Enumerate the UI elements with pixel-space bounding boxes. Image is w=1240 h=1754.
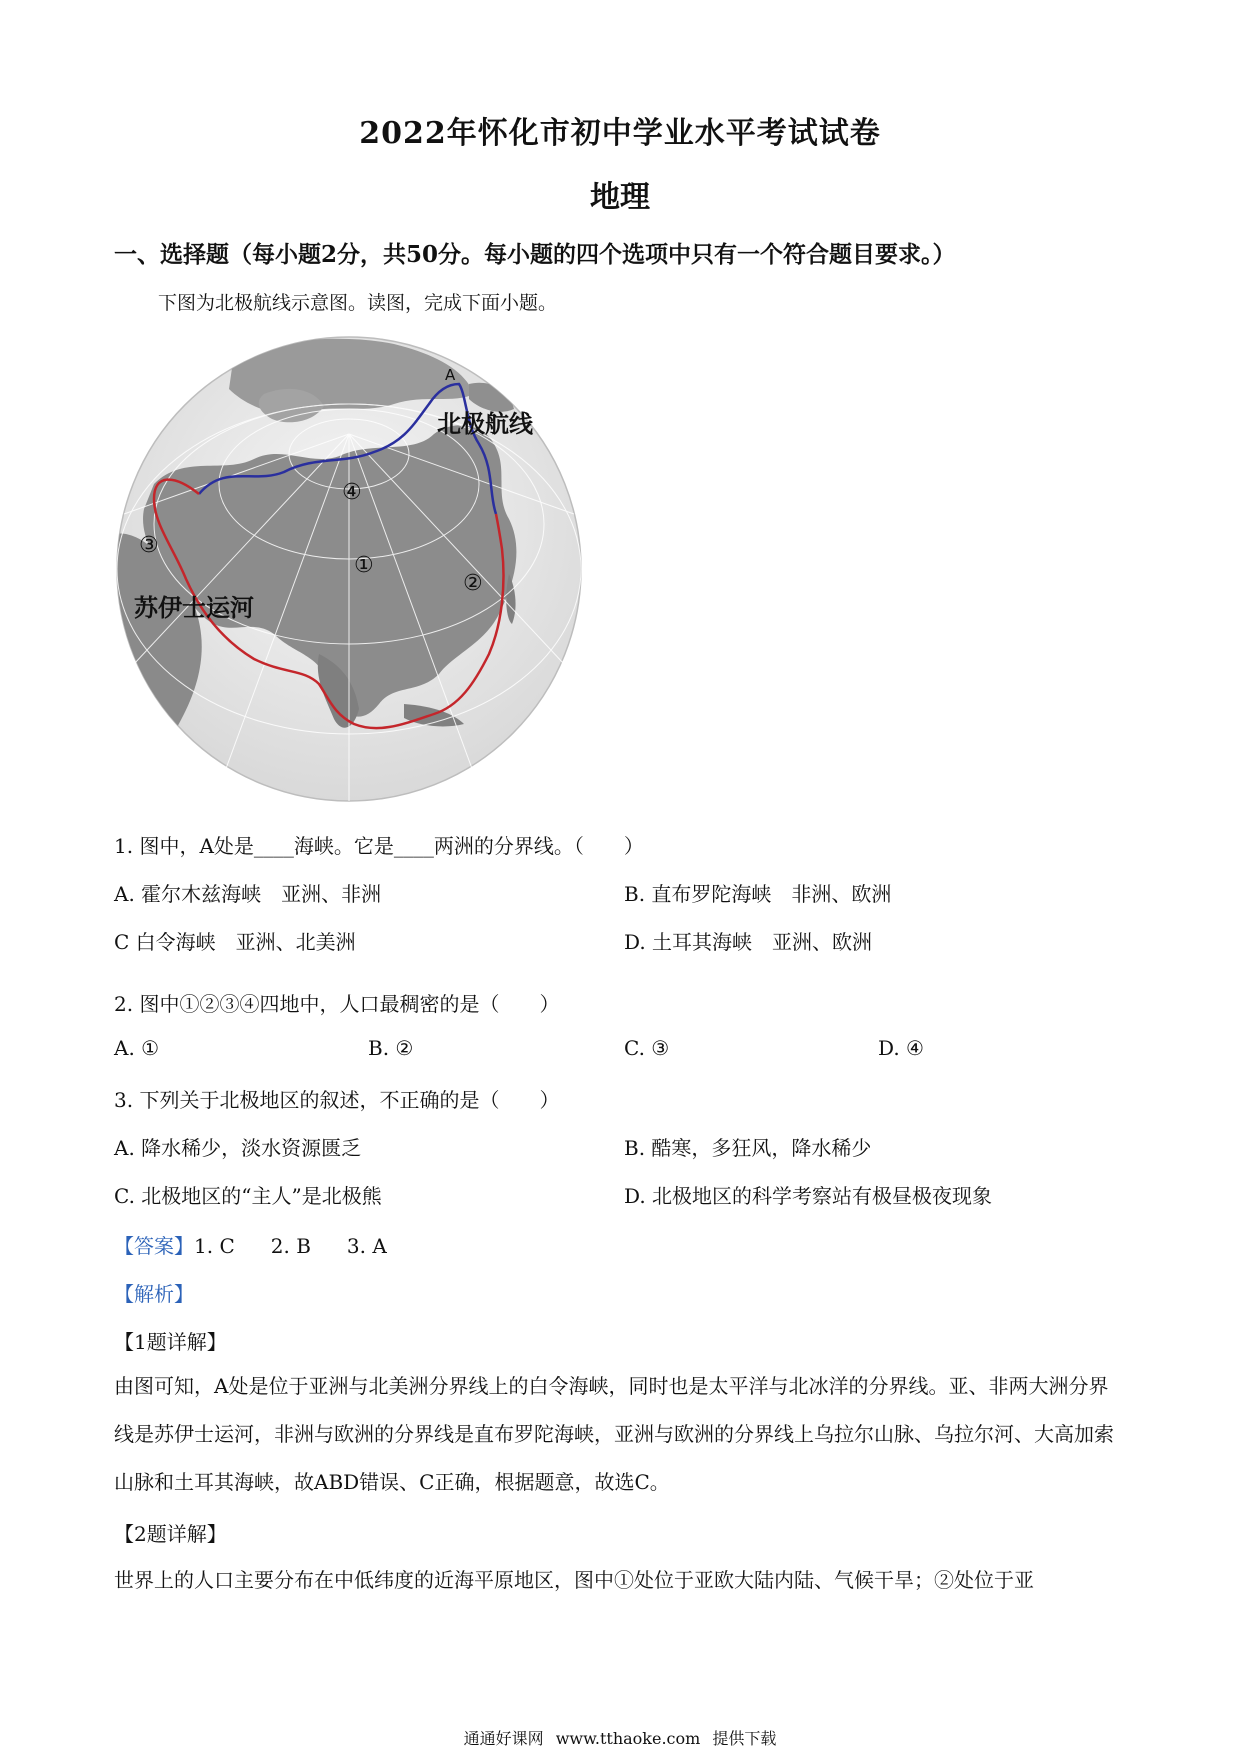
marker-2: ② <box>463 571 483 596</box>
question-2-stem: 2. 图中①②③④四地中，人口最稠密的是（ ） <box>114 992 560 1016</box>
marker-4: ④ <box>342 480 362 505</box>
answer-line <box>114 1230 387 1259</box>
q1-detail-text: 由图可知，A处是位于亚洲与北美洲分界线上的白令海峡，同时也是太平洋与北冰洋的分界线。亚、非两大洲分界线是苏伊士运河，非洲与欧洲的分界线是直布罗陀海峡，亚洲与欧洲的分界线上乌拉尔山脉、乌拉尔河、大高加索山脉和土耳其海峡，故ABD错误、C正确，根据题意，故选C。 <box>114 1374 1114 1494</box>
label-arctic-route: 北极航线 <box>437 410 533 438</box>
footer-note: 提供下载 <box>712 1729 777 1748</box>
question-1-option-a[interactable]: A. 霍尔木兹海峡 亚洲、非洲 <box>114 882 382 906</box>
question-2-option-d[interactable]: D. ④ <box>878 1036 924 1060</box>
q2-detail-text: 世界上的人口主要分布在中低纬度的近海平原地区，图中①处位于亚欧大陆内陆、气候干旱；②处位于亚 <box>114 1568 1034 1592</box>
answer-2: 2. B <box>270 1234 311 1258</box>
question-3-option-b[interactable]: B. 酷寒，多狂风，降水稀少 <box>624 1136 872 1160</box>
question-3-option-a[interactable]: A. 降水稀少，淡水资源匮乏 <box>114 1136 362 1160</box>
analysis-tag: 【解析】 <box>114 1282 194 1306</box>
subject-title: 地理 <box>590 180 650 215</box>
question-2-option-b[interactable]: B. ② <box>368 1036 414 1060</box>
question-1-option-c[interactable]: C 白令海峡 亚洲、北美洲 <box>114 930 356 954</box>
question-3-option-c[interactable]: C. 北极地区的“主人”是北极熊 <box>114 1184 382 1208</box>
marker-3: ③ <box>139 533 159 558</box>
label-a: A <box>445 366 456 384</box>
footer-url[interactable]: www.tthaoke.com <box>555 1729 701 1748</box>
question-1-stem: 1. 图中，A处是____海峡。它是____两洲的分界线。（ ） <box>114 834 644 858</box>
q1-detail-heading: 【1题详解】 <box>114 1330 227 1354</box>
question-3-stem: 3. 下列关于北极地区的叙述，不正确的是（ ） <box>114 1088 560 1112</box>
arctic-route-map <box>114 334 584 804</box>
page-footer <box>0 1726 1240 1749</box>
q2-detail-heading: 【2题详解】 <box>114 1522 227 1546</box>
exam-title: 2022年怀化市初中学业水平考试试卷 <box>359 116 881 151</box>
answer-1: 1. C <box>194 1234 235 1258</box>
question-2-option-c[interactable]: C. ③ <box>624 1036 670 1060</box>
question-1-option-b[interactable]: B. 直布罗陀海峡 非洲、欧洲 <box>624 882 892 906</box>
answer-tag: 【答案】 <box>114 1234 194 1258</box>
section-heading: 一、选择题（每小题2分，共50分。每小题的四个选项中只有一个符合题目要求。） <box>114 241 956 268</box>
question-2-option-a[interactable]: A. ① <box>114 1036 160 1060</box>
question-intro: 下图为北极航线示意图。读图，完成下面小题。 <box>158 292 558 314</box>
label-suez-canal: 苏伊士运河 <box>134 594 254 622</box>
marker-1: ① <box>354 553 374 578</box>
question-3-option-d[interactable]: D. 北极地区的科学考察站有极昼极夜现象 <box>624 1184 993 1208</box>
footer-site-name: 通通好课网 <box>463 1729 544 1748</box>
answer-3: 3. A <box>346 1234 387 1258</box>
question-1-option-d[interactable]: D. 土耳其海峡 亚洲、欧洲 <box>624 930 873 954</box>
